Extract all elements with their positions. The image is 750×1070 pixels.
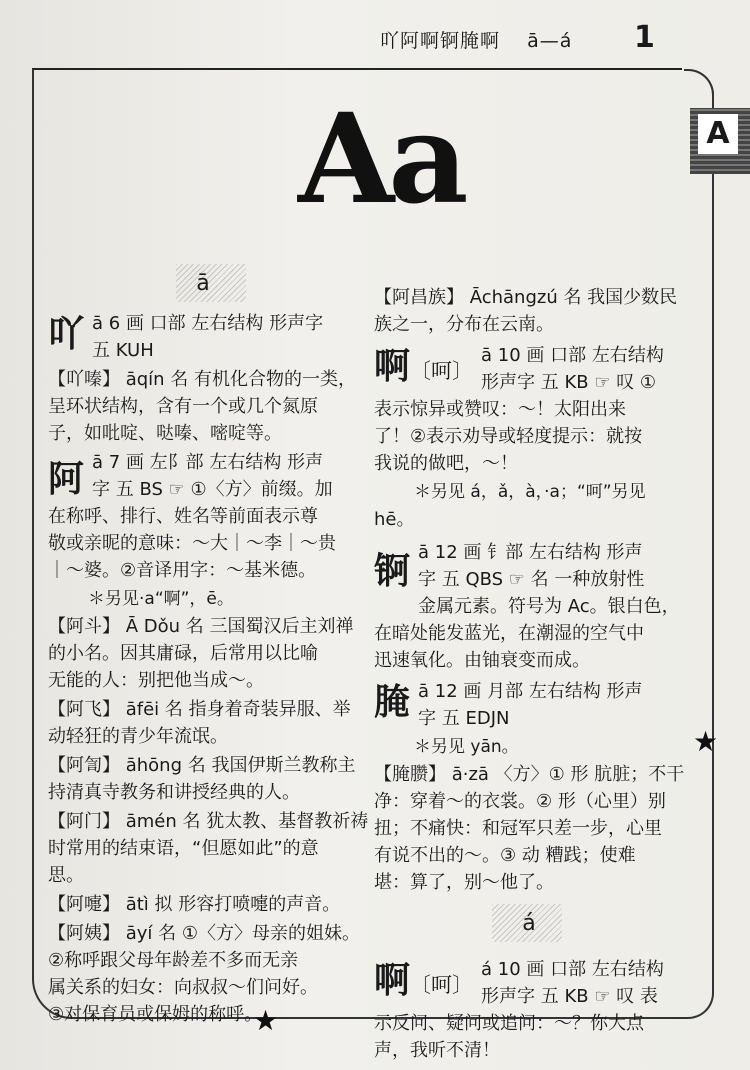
- pinyin-heading: ā: [48, 270, 358, 310]
- thumb-index-letter: A: [698, 114, 738, 154]
- char-entry: 啊〔呵〕 ā 10 画 口部 左右结构 形声字 五 KB ☞ 叹 ① 表示惊异或赞叹：～！太阳出来 了！②表示劝导或轻度提示：就按 我说的做吧，～！: [374, 342, 684, 477]
- variant-form: 〔呵〕: [410, 359, 474, 383]
- word-entry: 【吖嗪】 āqín 名 有机化合物的一类， 呈环状结构，含有一个或几个氮原 子，如吡啶、哒嗪、嘧啶等。: [48, 369, 357, 444]
- word-entry: 【阿姨】 āyí 名 ①〈方〉母亲的姐妹。 ②称呼跟父母年龄差不多而无亲 属关系的妇女：向叔叔～们问好。 ③对保育员或保姆的称呼。: [48, 923, 360, 1025]
- page-number: 1: [634, 20, 655, 55]
- thumb-index-tab[interactable]: [690, 108, 750, 174]
- running-header: [380, 26, 572, 53]
- header-range: ā—á: [527, 30, 573, 52]
- char-entry: 阿 ā 7 画 左阝部 左右结构 形声 字 五 BS ☞ ①〈方〉前缀。加 在称呼、排行、姓名等前面表示尊 敬或亲昵的意味：～大｜～李｜～贵 ｜～婆。②音译用字：～基米德。: [48, 452, 336, 581]
- word-entry: 【阿訇】 āhōng 名 我国伊斯兰教称主 持清真寺教务和讲授经典的人。: [48, 755, 356, 803]
- cross-reference-note: ＊另见 yān。: [414, 737, 519, 757]
- headword-char: 锕: [374, 550, 411, 592]
- right-column: [374, 284, 684, 1066]
- headword-char: 腌: [374, 681, 411, 723]
- char-entry: 腌 ā 12 画 月部 左右结构 形声 字 五 EDJN: [374, 678, 684, 732]
- star-icon: ★: [693, 725, 719, 758]
- char-entry: 锕 ā 12 画 钅部 左右结构 形声 字 五 QBS ☞ 名 一种放射性 金属元素。符号为 Ac。银白色， 在暗处能发蓝光，在潮湿的空气中 迅速氧化。由铀衰变而成。: [374, 542, 680, 671]
- cross-reference-note-cont: hē。: [374, 509, 415, 530]
- left-column: [48, 270, 369, 1030]
- word-entry: 【阿斗】 Ā Dǒu 名 三国蜀汉后主刘禅 的小名。因其庸碌，后常用以比喻 无能的人：别把他当成～。: [48, 616, 354, 691]
- cross-reference-note: ＊另见 á，ǎ，à，·a；“呵”另见: [414, 482, 646, 502]
- headword-char: 啊〔呵〕: [374, 959, 474, 1001]
- header-title: 吖阿啊锕腌啊: [380, 30, 501, 52]
- headword-char: 吖: [48, 313, 85, 355]
- char-entry: 吖 ā 6 画 口部 左右结构 形声字 五 KUH: [48, 310, 358, 364]
- variant-form: 〔呵〕: [410, 973, 474, 997]
- word-entry: 【阿嚏】 ātì 拟 形容打喷嚏的声音。: [48, 894, 341, 915]
- section-letter-heading: Aa: [298, 87, 463, 232]
- word-entry: 【阿门】 āmén 名 犹太教、基督教祈祷 时常用的结束语，“但愿如此”的意 思。: [48, 811, 369, 886]
- headword-char: 啊〔呵〕: [374, 345, 474, 387]
- cross-reference-note: ＊另见·a“啊”，ē。: [88, 589, 234, 609]
- word-entry: 【腌臜】 ā·zā 〈方〉① 形 肮脏；不干 净：穿着～的衣裳。② 形（心里）别 扭；不痛快：和冠军只差一步，心里 有说不出的～。③ 动 糟践；使难 堪：算了，别～他了。: [374, 764, 685, 893]
- word-entry: 【阿飞】 āfēi 名 指身着奇装异服、举 动轻狂的青少年流氓。: [48, 699, 351, 747]
- headword-char: 阿: [48, 458, 85, 500]
- char-entry: 啊〔呵〕 á 10 画 口部 左右结构 形声字 五 KB ☞ 叹 表 示反问、疑问或追问：～？你大点 声，我听不清！: [374, 956, 684, 1064]
- star-icon: ★: [253, 1004, 279, 1037]
- word-entry: 【阿昌族】 Āchāngzú 名 我国少数民 族之一，分布在云南。: [374, 287, 678, 335]
- pinyin-heading: á: [374, 910, 684, 956]
